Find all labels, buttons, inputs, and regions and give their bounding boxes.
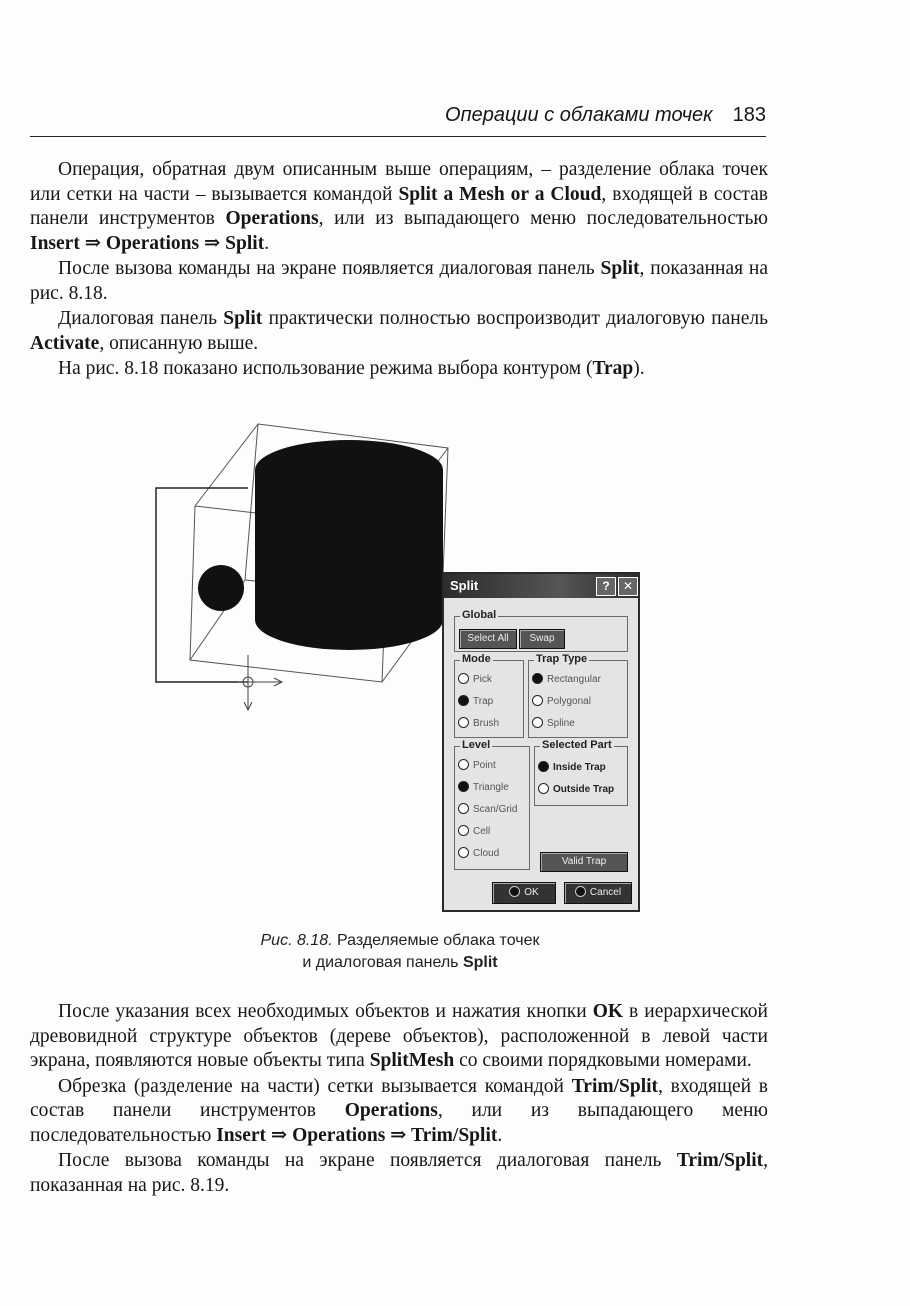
level-legend: Level: [462, 739, 491, 751]
dialog-name: Activate: [30, 332, 100, 354]
paragraph: [30, 1075, 768, 1149]
cancel-icon: [575, 886, 586, 897]
cancel-button[interactable]: [564, 882, 632, 904]
selected-part-option-inside[interactable]: [538, 761, 606, 773]
split-dialog: [442, 572, 640, 912]
text-run: в иерархической древовидной структуре объектов (дереве объектов), расположенной в левой части экрана, появляются новые объекты типа: [30, 1001, 768, 1071]
text-run: Операция, обратная двум описанным выше операциям, – разделение облака точек или сетки на части – вызывается командой: [30, 159, 768, 205]
mode-name: Trap: [592, 358, 634, 379]
text-run: ).: [633, 358, 645, 379]
toolbar-name: Operations: [225, 208, 319, 229]
figure-caption: [150, 930, 650, 974]
swap-button[interactable]: Swap: [519, 629, 565, 649]
close-button[interactable]: ✕: [618, 577, 638, 596]
text-run: Диалоговая панель: [58, 308, 224, 329]
global-legend: Global: [462, 609, 497, 621]
level-option-triangle[interactable]: [458, 781, 509, 793]
option-label: Spline: [547, 718, 575, 729]
mode-option-brush[interactable]: [458, 717, 499, 729]
radio-icon: [458, 825, 469, 836]
mode-legend: Mode: [462, 653, 491, 665]
text-run: , показанная на рис. 8.19.: [30, 1150, 768, 1196]
cancel-label: Cancel: [589, 887, 622, 898]
command-name: Split a Mesh or a Cloud: [398, 183, 602, 205]
text-run: , или из выпадающего меню последовательностью: [30, 1100, 768, 1146]
global-group: [454, 609, 628, 652]
radio-icon: [458, 759, 469, 770]
level-option-point[interactable]: [458, 759, 496, 771]
text-run: После указания всех необходимых объектов и нажатия кнопки: [58, 1001, 593, 1022]
text-run: , показанная на рис. 8.18.: [30, 258, 768, 304]
dialog-name: Trim/Split: [676, 1150, 764, 1171]
paragraph: [30, 257, 768, 306]
text-run: , входящей в состав панели инструментов: [30, 1075, 768, 1121]
axis-compass-icon: [238, 655, 282, 710]
paragraph: [30, 158, 768, 256]
option-label: Brush: [473, 718, 500, 729]
radio-icon: [458, 717, 469, 728]
radio-icon: [458, 803, 469, 814]
valid-trap-button[interactable]: Valid Trap: [540, 852, 628, 872]
trap-type-option-rectangular[interactable]: [532, 673, 601, 685]
mode-group: [454, 653, 524, 738]
level-group: [454, 739, 530, 870]
paragraph: [30, 1000, 768, 1074]
ok-button[interactable]: [492, 882, 556, 904]
caption-line-2: [150, 952, 650, 974]
radio-selected-icon: [532, 673, 543, 684]
dialog-name: Split: [600, 258, 640, 279]
level-option-cloud[interactable]: [458, 847, 499, 859]
trap-type-legend: Trap Type: [536, 653, 588, 665]
help-button[interactable]: ?: [596, 577, 616, 596]
option-label: Point: [473, 760, 496, 771]
radio-icon: [458, 673, 469, 684]
option-label: Outside Trap: [553, 784, 615, 795]
sphere-cloud: [198, 565, 244, 611]
body-text-bottom: [30, 1000, 768, 1199]
caption-text: Разделяемые облака точек: [332, 932, 540, 949]
caption-line-1: [150, 930, 650, 952]
level-option-scan-grid[interactable]: [458, 803, 517, 815]
caption-bold: Split: [462, 954, 498, 971]
text-run: .: [264, 232, 270, 254]
option-label: Cloud: [473, 848, 500, 859]
text-run: .: [497, 1124, 503, 1146]
radio-icon: [458, 847, 469, 858]
text-run: На рис. 8.18 показано использование режима выбора контуром (: [58, 358, 593, 379]
menu-path: Insert ⇒ Operations ⇒ Split: [30, 232, 265, 254]
section-title: Операции с облаками точек: [445, 104, 713, 126]
option-label: Trap: [473, 696, 494, 707]
menu-path: Insert ⇒ Operations ⇒ Trim/Split: [216, 1124, 498, 1146]
text-run: , или из выпадающего меню последовательностью: [318, 208, 768, 229]
radio-icon: [532, 717, 543, 728]
button-name: OK: [592, 1001, 624, 1022]
radio-icon: [532, 695, 543, 706]
text-run: практически полностью воспроизводит диалоговую панель: [262, 308, 769, 329]
dialog-title: Split: [450, 578, 479, 593]
text-run: Обрезка (разделение на части) сетки вызывается командой: [58, 1075, 572, 1097]
caption-text: и диалоговая панель: [302, 954, 463, 971]
option-label: Cell: [473, 826, 491, 837]
text-run: После вызова команды на экране появляется диалоговая панель: [58, 1150, 677, 1171]
command-name: Trim/Split: [571, 1075, 659, 1097]
toolbar-name: Operations: [344, 1100, 438, 1121]
mode-option-pick[interactable]: [458, 673, 492, 685]
radio-icon: [538, 783, 549, 794]
dialog-title-bar[interactable]: [444, 574, 638, 598]
page-number: 183: [732, 104, 766, 126]
option-label: Triangle: [473, 782, 509, 793]
selected-part-option-outside[interactable]: [538, 783, 614, 795]
option-label: Inside Trap: [553, 762, 606, 773]
caption-label: Рис. 8.18.: [260, 932, 333, 949]
selected-part-legend: Selected Part: [542, 739, 612, 751]
ok-label: OK: [524, 887, 539, 898]
trap-type-option-polygonal[interactable]: [532, 695, 591, 707]
dialog-name: Split: [223, 308, 263, 329]
ok-icon: [509, 886, 520, 897]
level-option-cell[interactable]: [458, 825, 490, 837]
radio-selected-icon: [458, 781, 469, 792]
paragraph: [30, 1149, 768, 1198]
object-type: SplitMesh: [369, 1050, 455, 1071]
option-label: Rectangular: [547, 674, 601, 685]
text-run: со своими порядковыми номерами.: [454, 1050, 752, 1071]
selected-part-group: [534, 739, 628, 806]
cylinder-cloud: [255, 440, 443, 650]
page-header: [30, 104, 766, 137]
option-label: Scan/Grid: [473, 804, 518, 815]
trap-type-group: [528, 653, 628, 738]
option-label: Pick: [473, 674, 492, 685]
figure-8-18: [150, 410, 650, 920]
text-run: , описанную выше.: [99, 332, 259, 354]
text-run: После вызова команды на экране появляется диалоговая панель: [58, 258, 601, 279]
paragraph: [30, 307, 768, 356]
body-text-top: [30, 158, 768, 383]
paragraph: [30, 357, 768, 382]
radio-selected-icon: [538, 761, 549, 772]
trap-type-option-spline[interactable]: [532, 717, 575, 729]
radio-selected-icon: [458, 695, 469, 706]
text-run: , входящей в состав панели инструментов: [30, 183, 768, 229]
mode-option-trap[interactable]: [458, 695, 493, 707]
option-label: Polygonal: [547, 696, 591, 707]
select-all-button[interactable]: Select All: [459, 629, 517, 649]
